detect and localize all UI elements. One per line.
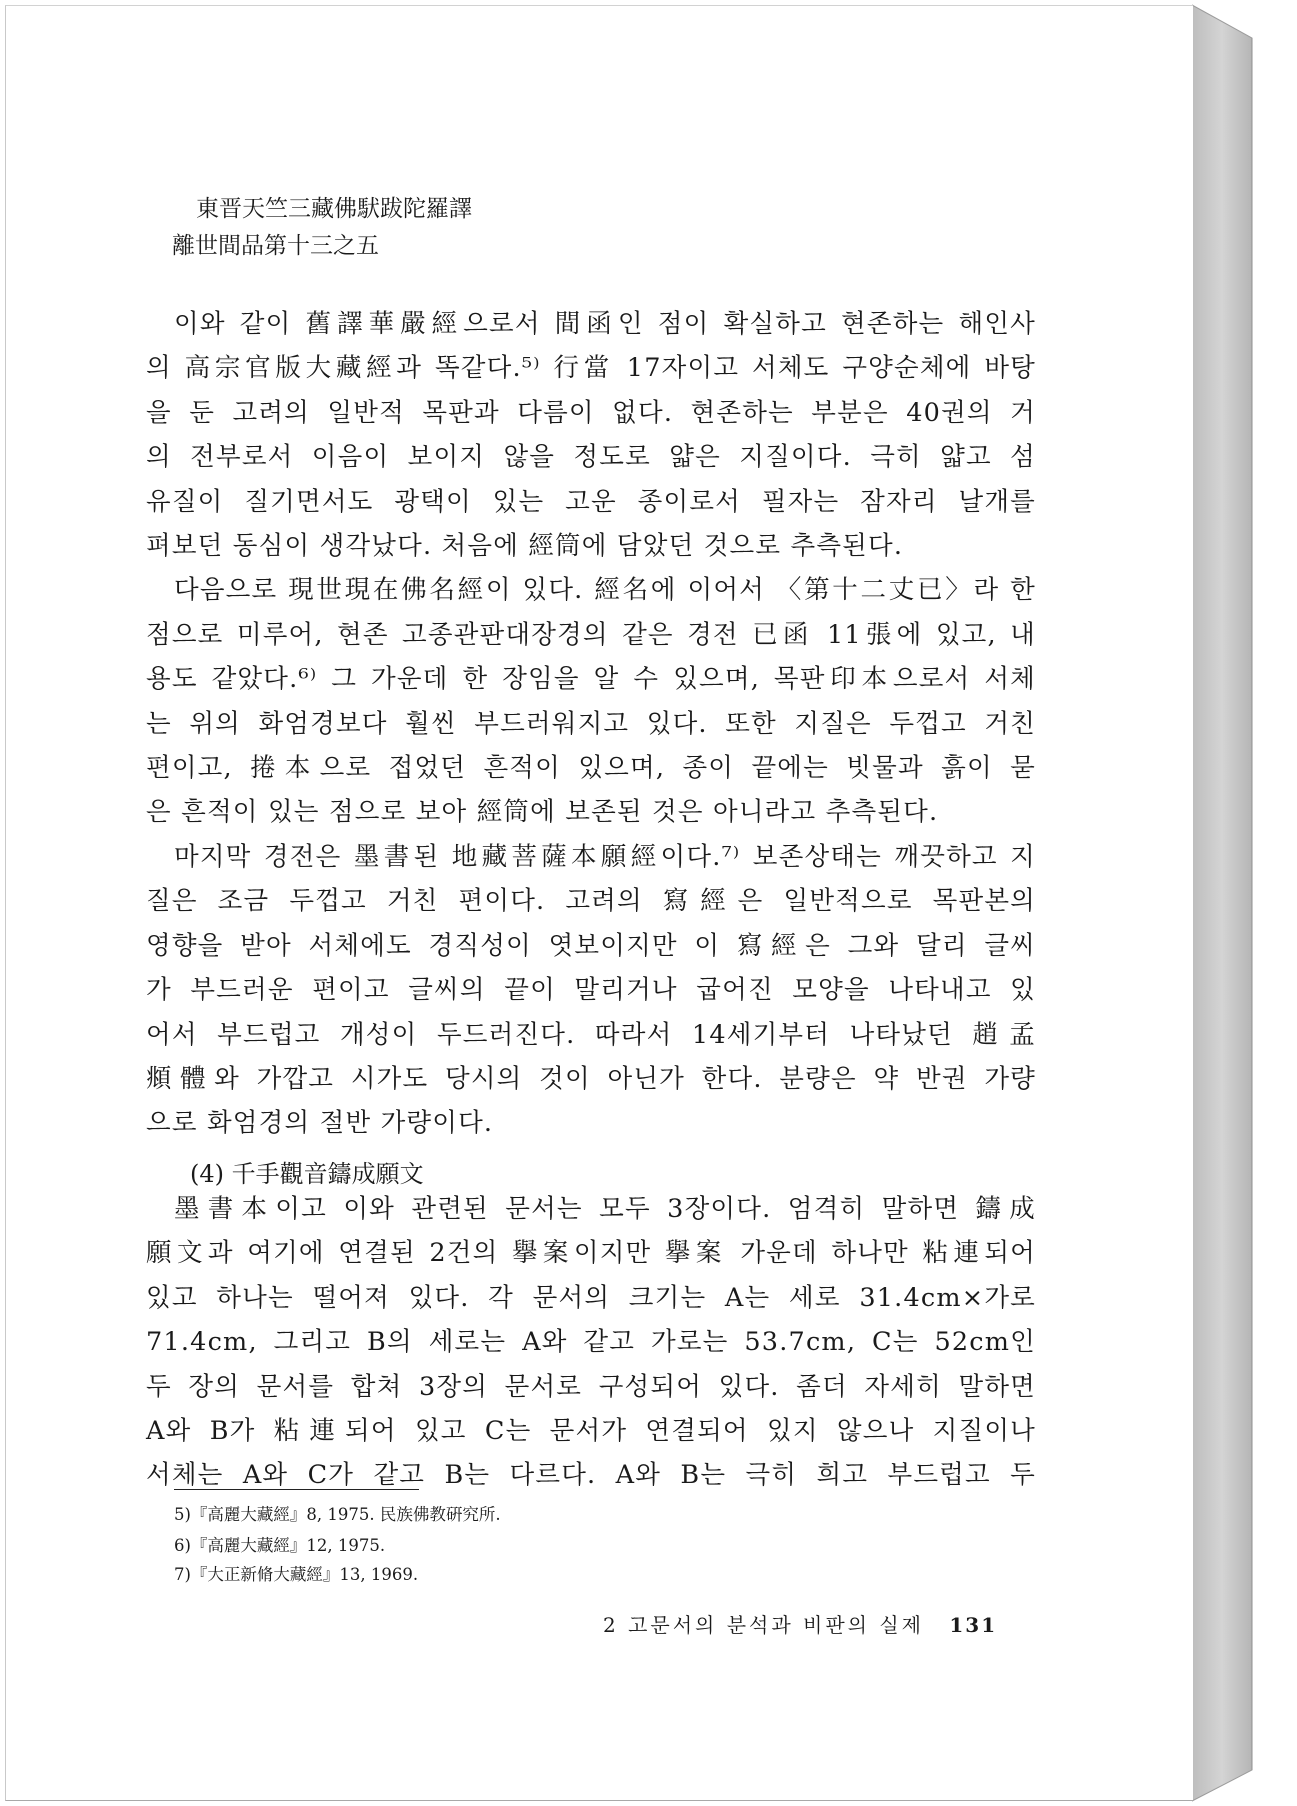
- text-line: 펴보던 동심이 생각났다. 처음에 經筒에 담았던 것으로 추측된다.: [146, 531, 904, 562]
- text-line: 있고 하나는 떨어져 있다. 각 문서의 크기는 A는 세로 31.4cm×가로: [146, 1282, 1036, 1313]
- text-line: 71.4cm, 그리고 B의 세로는 A와 같고 가로는 53.7cm, C는 52cm인: [146, 1327, 1036, 1358]
- text-line: 는 위의 화엄경보다 훨씬 부드러워지고 있다. 또한 지질은 두껍고 거친: [146, 708, 1036, 739]
- text-line: 의 전부로서 이음이 보이지 않을 정도로 얇은 지질이다. 극히 얇고 섬: [146, 442, 1036, 473]
- text-line: 頫體와 가깝고 시가도 당시의 것이 아닌가 한다. 분량은 약 반권 가량: [146, 1063, 1036, 1094]
- section-heading: (4) 千手觀音鑄成願文: [190, 1160, 424, 1188]
- text-line: 마지막 경전은 墨書된 地藏菩薩本願經이다.⁷⁾ 보존상태는 깨끗하고 지: [174, 841, 1036, 872]
- text-line: 願文과 여기에 연결된 2건의 擧案이지만 擧案 가운데 하나만 粘連되어: [146, 1238, 1036, 1269]
- text-line: 으로 화엄경의 절반 가량이다.: [146, 1108, 494, 1139]
- text-line: 이와 같이 舊譯華嚴經으로서 間函인 점이 확실하고 현존하는 해인사: [174, 309, 1036, 339]
- paragraph: [146, 302, 1036, 568]
- sutra-header-translator: 東晋天竺三藏佛䭾跋陀羅譯: [196, 196, 472, 222]
- text-line: 유질이 질기면서도 광택이 있는 고운 종이로서 필자는 잠자리 날개를: [146, 486, 1036, 517]
- text-line: 은 흔적이 있는 점으로 보아 經筒에 보존된 것은 아니라고 추측된다.: [146, 797, 939, 828]
- text-line: 영향을 받아 서체에도 경직성이 엿보이지만 이 寫經은 그와 달리 글씨: [146, 930, 1036, 961]
- paragraph: [146, 1187, 1036, 1498]
- sutra-header-chapter: 離世間品第十三之五: [172, 233, 379, 259]
- body-text-block: [146, 302, 1036, 1146]
- text-line: 두 장의 문서를 합쳐 3장의 문서로 구성되어 있다. 좀더 자세히 말하면: [146, 1371, 1036, 1402]
- running-footer: [603, 1609, 997, 1638]
- text-line: 용도 같았다.⁶⁾ 그 가운데 한 장임을 알 수 있으며, 목판印本으로서 서체: [146, 664, 1036, 695]
- book-side-edge: [1192, 0, 1297, 1806]
- text-line: 다음으로 現世現在佛名經이 있다. 經名에 이어서 〈第十二丈已〉라 한: [174, 575, 1036, 606]
- text-line: 편이고, 捲本으로 접었던 흔적이 있으며, 종이 끝에는 빗물과 흙이 묻: [146, 753, 1036, 784]
- text-line: 서체는 A와 C가 같고 B는 다르다. A와 B는 극히 희고 부드럽고 두: [146, 1460, 1036, 1491]
- text-line: 을 둔 고려의 일반적 목판과 다름이 없다. 현존하는 부분은 40권의 거: [146, 397, 1036, 428]
- text-line: 墨書本이고 이와 관련된 문서는 모두 3장이다. 엄격히 말하면 鑄成: [174, 1194, 1036, 1224]
- paragraph: [146, 835, 1036, 1146]
- text-line: 점으로 미루어, 현존 고종관판대장경의 같은 경전 已函 11張에 있고, 내: [146, 619, 1036, 650]
- text-line: 의 高宗官版大藏經과 똑같다.⁵⁾ 行當 17자이고 서체도 구양순체에 바탕: [146, 353, 1036, 384]
- text-line: 질은 조금 두껍고 거친 편이다. 고려의 寫經은 일반적으로 목판본의: [146, 886, 1036, 917]
- text-line: 어서 부드럽고 개성이 두드러진다. 따라서 14세기부터 나타났던 趙孟: [146, 1019, 1036, 1050]
- page-number: 131: [949, 1613, 998, 1637]
- paragraph: [146, 568, 1036, 834]
- footnote: 6)『高麗大藏經』12, 1975.: [174, 1536, 386, 1555]
- text-line: A와 B가 粘連되어 있고 C는 문서가 연결되어 있지 않으나 지질이나: [146, 1416, 1036, 1447]
- book-page: [5, 5, 1193, 1801]
- chapter-title: 2 고문서의 분석과 비판의 실제: [603, 1613, 924, 1637]
- footnote: 7)『大正新脩大藏經』13, 1969.: [174, 1565, 419, 1584]
- footnote-divider: [174, 1489, 419, 1490]
- body-text-block: [146, 1187, 1036, 1498]
- text-line: 가 부드러운 편이고 글씨의 끝이 말리거나 굽어진 모양을 나타내고 있: [146, 975, 1036, 1006]
- footnote: 5)『高麗大藏經』8, 1975. 民族佛教硏究所.: [174, 1505, 501, 1524]
